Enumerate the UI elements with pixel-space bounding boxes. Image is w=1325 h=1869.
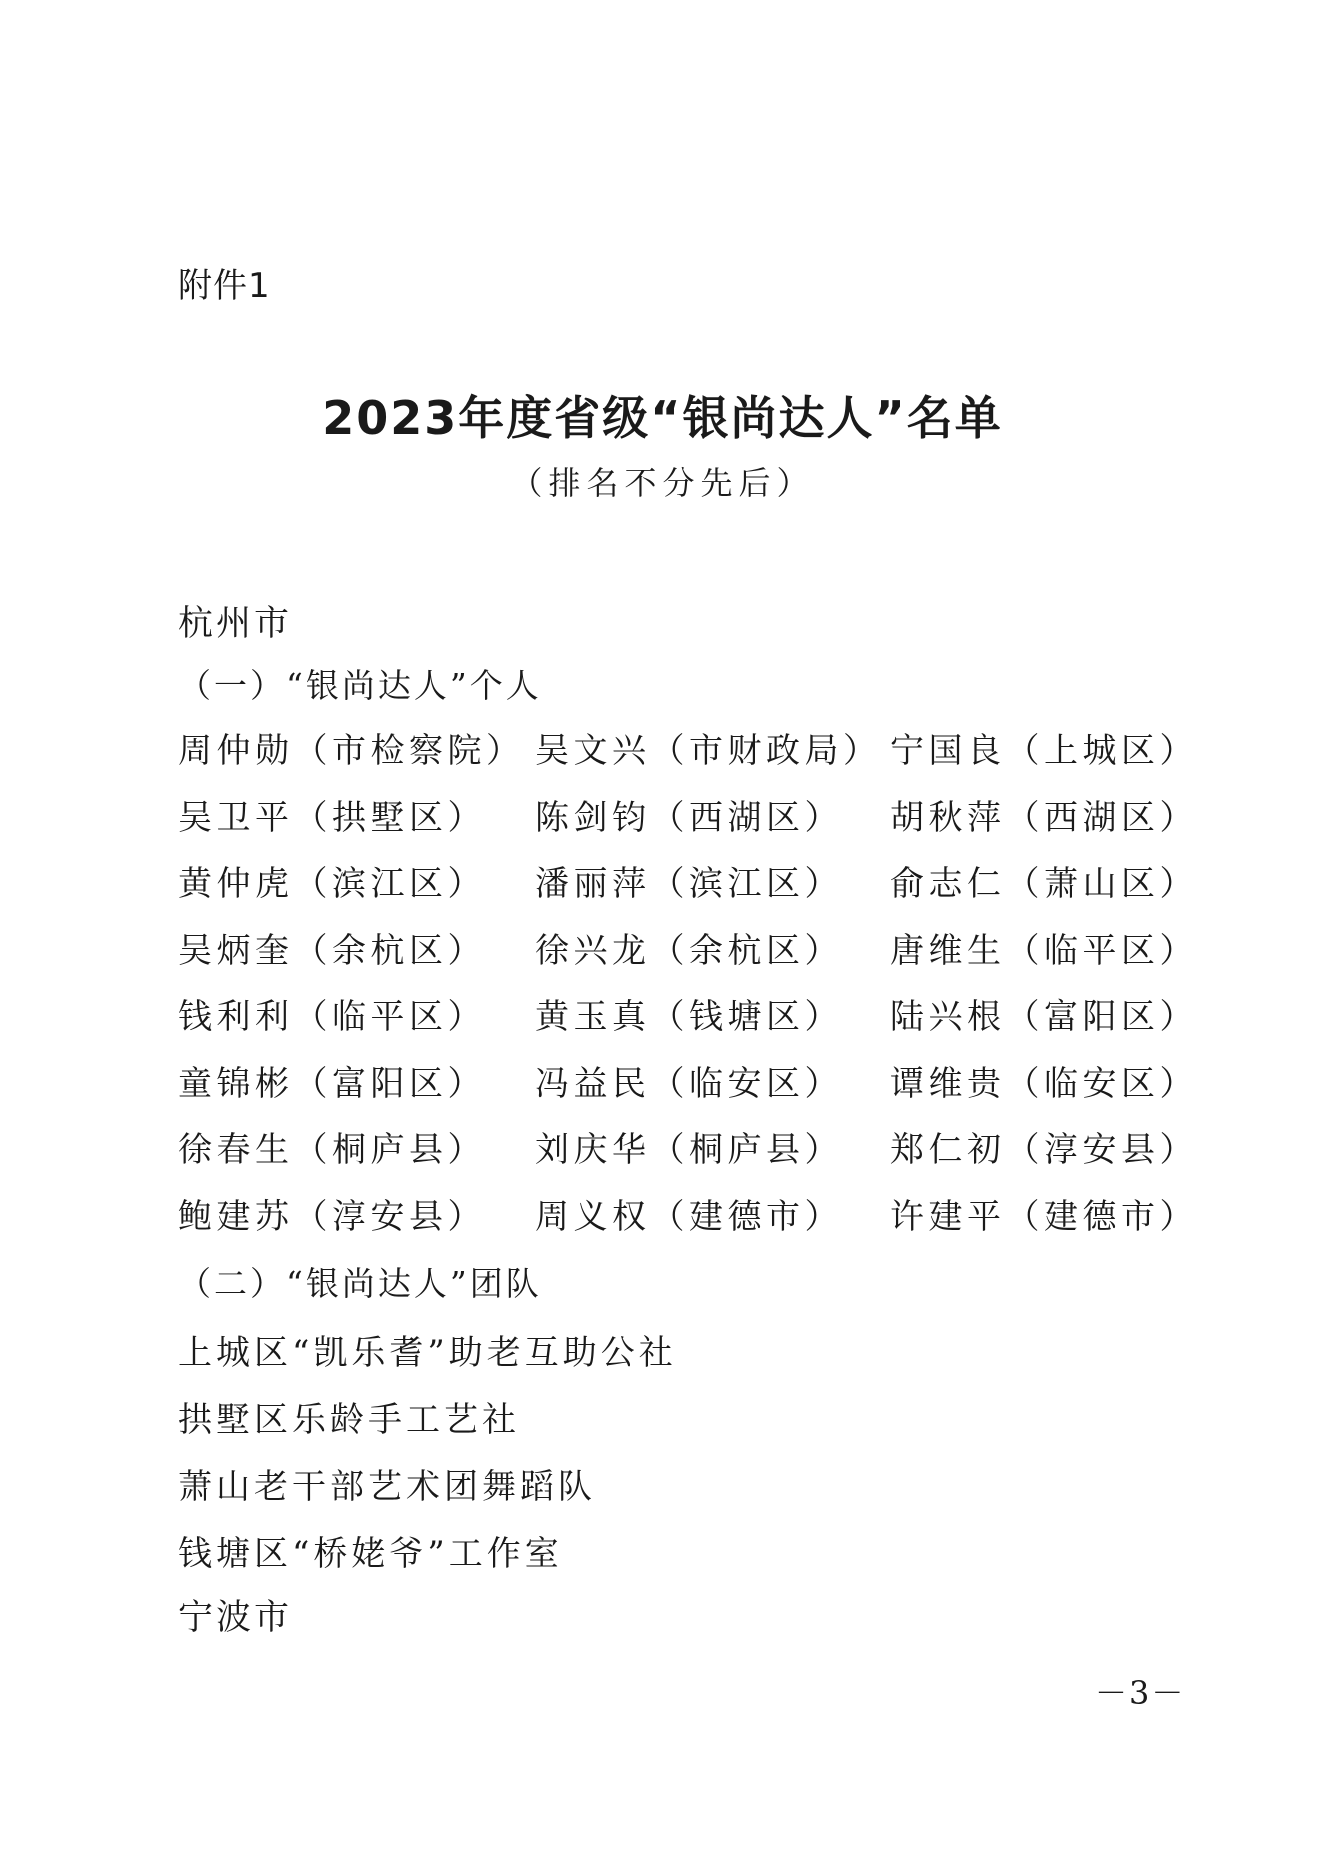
individual-entry: 陆兴根（富阳区）: [890, 997, 1198, 1037]
individual-entry: 吴卫平（拱墅区）: [178, 797, 486, 838]
individual-entry: 刘庆华（桐庐县）: [535, 1130, 843, 1170]
individuals-row: [178, 723, 1198, 790]
individuals-list: [178, 723, 1198, 1255]
individual-entry: 俞志仁（萧山区）: [890, 864, 1198, 904]
individual-entry: 周仲勋（市检察院）: [178, 731, 525, 771]
teams-section-heading: （二）“银尚达人”团队: [178, 1264, 542, 1303]
individuals-row: [178, 790, 1198, 857]
page-number: －3－: [1095, 1674, 1186, 1712]
individual-entry: 潘丽萍（滨江区）: [535, 864, 843, 904]
individual-entry: 唐维生（临平区）: [890, 930, 1198, 971]
individual-entry: 徐兴龙（余杭区）: [535, 930, 843, 971]
individual-entry: 徐春生（桐庐县）: [178, 1130, 486, 1170]
individuals-row: [178, 923, 1198, 990]
individuals-row: [178, 989, 1198, 1056]
individuals-row: [178, 1056, 1198, 1123]
individual-entry: 黄玉真（钱塘区）: [535, 997, 843, 1037]
individual-entry: 冯益民（临安区）: [535, 1063, 843, 1104]
individual-entry: 郑仁初（淳安县）: [890, 1130, 1198, 1170]
individual-entry: 周义权（建德市）: [535, 1196, 843, 1237]
individual-entry: 黄仲虎（滨江区）: [178, 864, 486, 904]
individual-entry: 谭维贵（临安区）: [890, 1063, 1198, 1104]
individual-entry: 钱利利（临平区）: [178, 997, 486, 1037]
team-entry: 拱墅区乐龄手工艺社: [178, 1400, 520, 1440]
individuals-section-heading: （一）“银尚达人”个人: [178, 666, 542, 705]
city-heading-hangzhou: 杭州市: [178, 604, 293, 644]
individuals-row: [178, 856, 1198, 923]
document-subtitle: （排名不分先后）: [510, 464, 815, 502]
individual-entry: 宁国良（上城区）: [890, 731, 1198, 771]
individuals-row: [178, 1122, 1198, 1189]
teams-list: [178, 1325, 677, 1593]
team-entry: 上城区“凯乐耆”助老互助公社: [178, 1333, 677, 1373]
individual-entry: 胡秋萍（西湖区）: [890, 797, 1198, 838]
individual-entry: 许建平（建德市）: [890, 1196, 1198, 1237]
individual-entry: 鲍建苏（淳安县）: [178, 1196, 486, 1237]
individual-entry: 陈剑钧（西湖区）: [535, 797, 843, 838]
document-title: 2023年度省级“银尚达人”名单: [322, 391, 1003, 445]
individual-entry: 吴炳奎（余杭区）: [178, 930, 486, 971]
team-entry: 钱塘区“桥姥爷”工作室: [178, 1534, 563, 1574]
attachment-label: 附件1: [178, 266, 271, 306]
individuals-row: [178, 1189, 1198, 1256]
individual-entry: 吴文兴（市财政局）: [535, 731, 882, 771]
individual-entry: 童锦彬（富阳区）: [178, 1063, 486, 1104]
team-entry: 萧山老干部艺术团舞蹈队: [178, 1467, 596, 1507]
city-heading-ningbo: 宁波市: [178, 1598, 293, 1638]
